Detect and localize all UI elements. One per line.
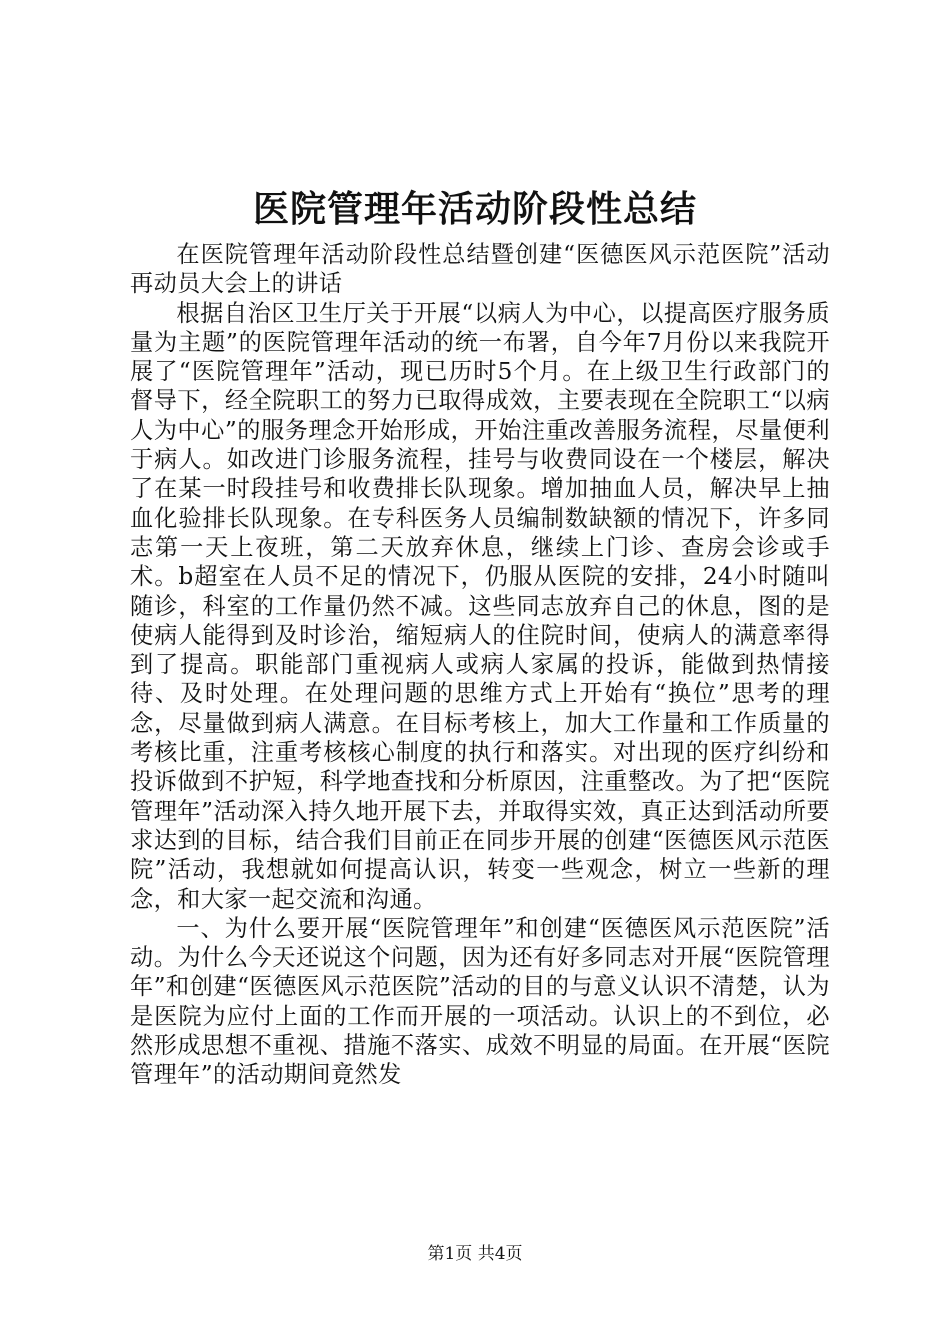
paragraph-subtitle: 在医院管理年活动阶段性总结暨创建“医德医风示范医院”活动再动员大会上的讲话 — [130, 241, 830, 298]
paragraph-introduction: 根据自治区卫生厅关于开展“以病人为中心，以提高医疗服务质量为主题”的医院管理年活动的统一布署，自今年7月份以来我院开展了“医院管理年”活动，现已历时5个月。在上级卫生行政部门的督导下，经全院职工的努力已取得成效，主要表现在全院职工“以病人为中心”的服务理念开始形成，开始注重改善服务流程，尽量便利于病人。如改进门诊服务流程，挂号与收费同设在一个楼层，解决了在某一时段挂号和收费排长队现象。增加抽血人员，解决早上抽血化验排长队现象。在专科医务人员编制数缺额的情况下，许多同志第一天上夜班，第二天放弃休息，继续上门诊、查房会诊或手术。b超室在人员不足的情况下，仍服从医院的安排，24小时随叫随诊，科室的工作量仍然不减。这些同志放弃自己的休息，图的是使病人能得到及时诊治，缩短病人的住院时间，使病人的满意率得到了提高。职能部门重视病人或病人家属的投诉，能做到热情接待、及时处理。在处理问题的思维方式上开始有“换位”思考的理念，尽量做到病人满意。在目标考核上，加大工作量和工作质量的考核比重，注重考核核心制度的执行和落实。对出现的医疗纠纷和投诉做到不护短，科学地查找和分析原因，注重整改。为了把“医院管理年”活动深入持久地开展下去，并取得实效，真正达到活动所要求达到的目标，结合我们目前正在同步开展的创建“医德医风示范医院”活动，我想就如何提高认识，转变一些观念，树立一些新的理念，和大家一起交流和沟通。 — [130, 299, 830, 913]
document-body — [130, 240, 830, 1090]
page-title: 医院管理年活动阶段性总结 — [252, 188, 697, 230]
page-footer: 第1页 共4页 — [427, 1244, 523, 1264]
paragraph-section-one: 一、为什么要开展“医院管理年”和创建“医德医风示范医院”活动。为什么今天还说这个问题，因为还有好多同志对开展“医院管理年”和创建“医德医风示范医院”活动的目的与意义认识不清楚，认为是医院为应付上面的工作而开展的一项活动。认识上的不到位，必然形成思想不重视、措施不落实、成效不明显的局面。在开展“医院管理年”的活动期间竟然发 — [130, 914, 830, 1089]
